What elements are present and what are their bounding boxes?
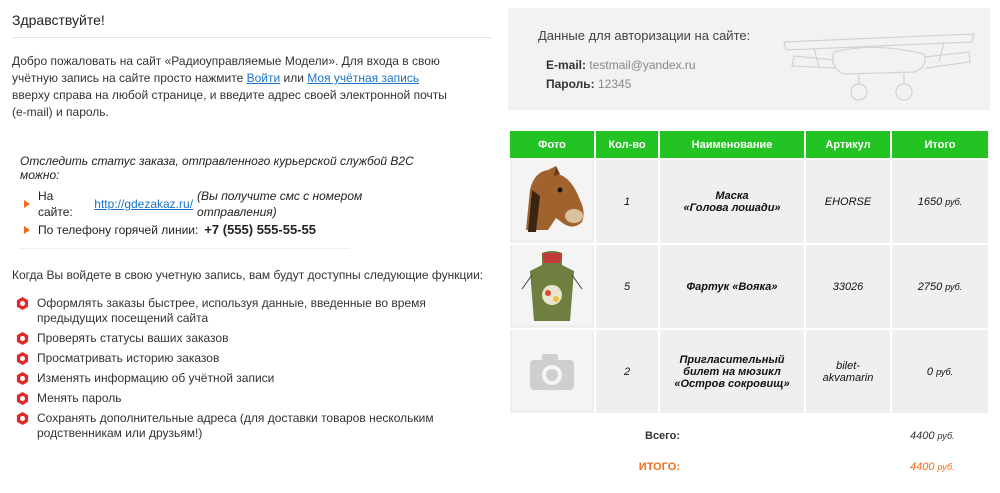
subtotal-label: Всего:	[645, 430, 680, 442]
row-total	[892, 328, 988, 413]
apron-image	[512, 245, 592, 325]
tracking-block	[20, 154, 440, 249]
hexagon-bullet-icon	[16, 297, 29, 310]
currency: руб.	[937, 431, 955, 441]
row-name-line1: Маска	[715, 189, 749, 202]
product-photo-placeholder[interactable]	[510, 328, 594, 413]
airplane-watermark-icon	[774, 12, 984, 107]
auth-title: Данные для авторизации на сайте:	[538, 28, 751, 43]
horse-mask-image	[512, 160, 592, 240]
tracking-title: Отследить статус заказа, отправленного курьерской службой B2C можно:	[20, 154, 414, 182]
intro-part1: Добро пожаловать на сайт «Радиоуправляемые Модели». Для входа в свою учётную запись на сайте просто нажмите	[12, 54, 440, 85]
table-row	[510, 158, 988, 243]
greeting-heading: Здравствуйте!	[12, 12, 105, 28]
divider	[20, 248, 350, 249]
features-list	[16, 296, 486, 446]
subtotal-amount: 4400	[910, 430, 935, 442]
list-item	[16, 331, 486, 346]
auth-email-value: testmail@yandex.ru	[589, 58, 696, 72]
feature-text: Изменять информацию об учётной записи	[37, 371, 275, 385]
feature-text: Проверять статусы ваших заказов	[37, 331, 229, 345]
col-photo: Фото	[510, 131, 594, 158]
row-total-value: 0	[926, 365, 934, 378]
intro-part2: вверху справа на любой странице, и введите адрес своей электронной почты (e-mail) и пароль.	[12, 88, 447, 119]
tracking-site-label: На сайте:	[38, 189, 73, 219]
row-total	[892, 243, 988, 328]
camera-placeholder-icon	[512, 330, 592, 410]
list-item	[16, 391, 486, 406]
tracking-site-link[interactable]: http://gdezakaz.ru/	[94, 197, 194, 211]
row-qty: 5	[596, 243, 658, 328]
divider	[12, 37, 492, 38]
feature-text: Просматривать историю заказов	[37, 351, 220, 365]
currency: руб.	[945, 281, 963, 292]
list-item	[16, 351, 486, 366]
row-sku: EHORSE	[806, 158, 890, 243]
order-table	[508, 131, 990, 413]
col-sku: Артикул	[806, 131, 890, 158]
hotline-phone: +7 (555) 555-55-55	[204, 222, 316, 237]
row-name	[660, 328, 804, 413]
feature-text: Оформлять заказы быстрее, используя данные, введенные во время предыдущих посещений сайта	[37, 296, 426, 325]
col-name: Наименование	[660, 131, 804, 158]
arrow-right-icon	[24, 200, 30, 208]
feature-text: Менять пароль	[37, 391, 122, 405]
row-total-value: 1650	[917, 195, 943, 208]
product-photo-horse-mask[interactable]	[510, 158, 594, 243]
currency: руб.	[936, 366, 954, 377]
hexagon-bullet-icon	[16, 412, 29, 425]
table-row	[510, 328, 988, 413]
col-total: Итого	[892, 131, 988, 158]
product-photo-apron[interactable]	[510, 243, 594, 328]
row-sku: bilet-akvamarin	[806, 328, 890, 413]
hexagon-bullet-icon	[16, 372, 29, 385]
row-total	[892, 158, 988, 243]
auth-email-row	[546, 58, 696, 72]
row-name-line1: Пригласительный билет на мюзикл	[679, 353, 785, 378]
tracking-phone-row	[20, 222, 440, 238]
col-qty: Кол-во	[596, 131, 658, 158]
grand-total-value	[910, 461, 955, 473]
login-link[interactable]: Войти	[246, 71, 281, 85]
row-name-line2: «Остров сокровищ»	[674, 377, 790, 390]
tracking-site-row	[20, 188, 440, 220]
row-qty: 2	[596, 328, 658, 413]
tracking-phone-label: По телефону горячей линии:	[38, 223, 199, 237]
hexagon-bullet-icon	[16, 332, 29, 345]
row-name	[660, 158, 804, 243]
currency: руб.	[945, 196, 963, 207]
tracking-site-note: (Вы получите смс с номером отправления)	[197, 189, 363, 219]
row-qty: 1	[596, 158, 658, 243]
my-account-link[interactable]: Моя учётная запись	[307, 71, 420, 85]
auth-password-value: 12345	[598, 77, 632, 91]
features-title: Когда Вы войдете в свою учетную запись, вам будут доступны следующие функции:	[12, 268, 484, 282]
auth-password-row	[546, 77, 631, 91]
table-header-row	[510, 131, 988, 158]
row-name	[660, 243, 804, 328]
table-row	[510, 243, 988, 328]
list-item	[16, 411, 486, 441]
intro-or: или	[280, 71, 308, 85]
grand-total-amount: 4400	[910, 461, 935, 473]
auth-info-box	[508, 8, 990, 110]
row-sku: 33026	[806, 243, 890, 328]
row-total-value: 2750	[917, 280, 943, 293]
subtotal-value	[910, 430, 955, 442]
feature-text: Сохранять дополнительные адреса (для доставки товаров нескольким родственникам или друзьям!)	[37, 411, 434, 440]
list-item	[16, 371, 486, 386]
row-name-line2: «Голова лошади»	[683, 201, 781, 214]
intro-text	[12, 53, 452, 121]
auth-password-label: Пароль:	[546, 77, 595, 91]
hexagon-bullet-icon	[16, 352, 29, 365]
grand-total-label: ИТОГО:	[638, 461, 680, 473]
hexagon-bullet-icon	[16, 392, 29, 405]
row-name-line1: Фартук «Вояка»	[686, 280, 778, 293]
arrow-right-icon	[24, 226, 30, 234]
currency: руб.	[937, 462, 955, 472]
list-item	[16, 296, 486, 326]
auth-email-label: E-mail:	[546, 58, 587, 72]
